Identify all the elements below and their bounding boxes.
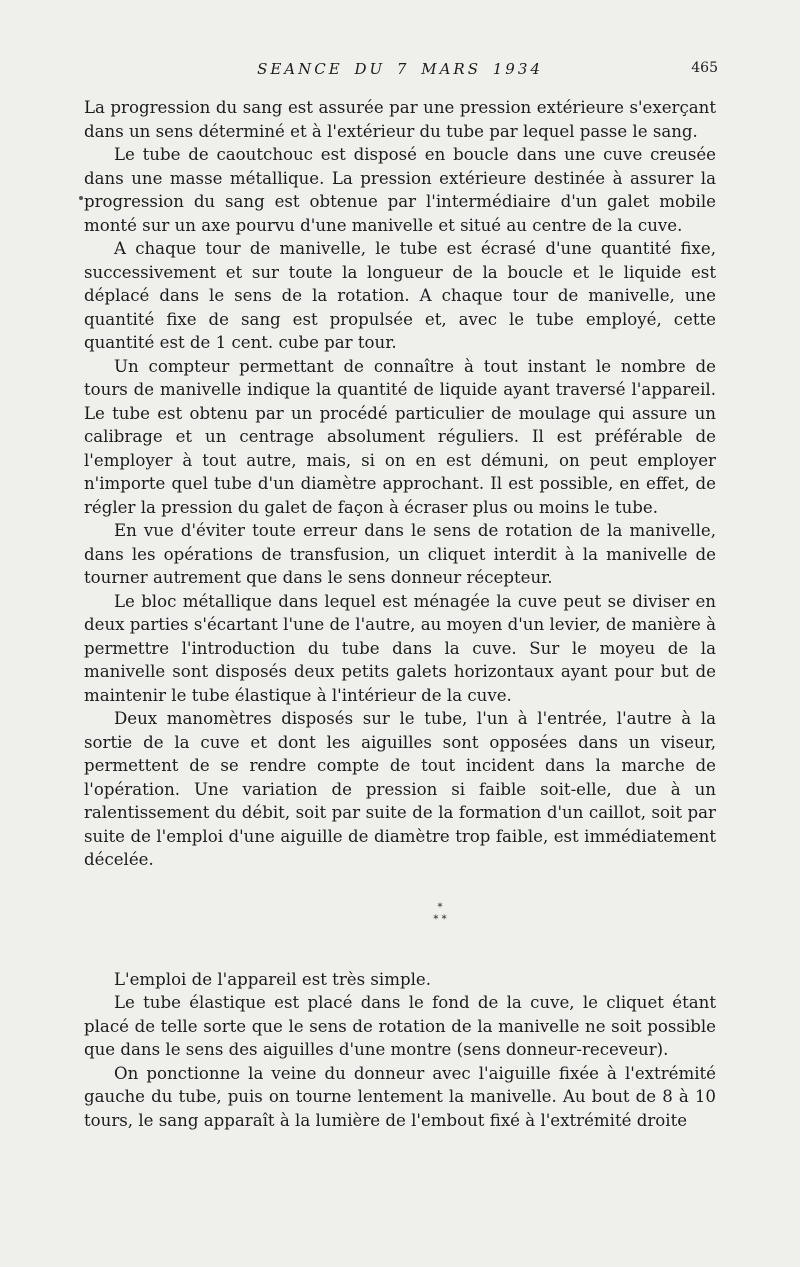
running-header (84, 54, 716, 82)
paragraph: En vue d'éviter toute erreur dans le sens de rotation de la manivelle, dans les opérations de transfusion, un cliquet interdit à la manivelle de tourner autrement que dans le sens donneur récepteur. (84, 521, 716, 587)
body-text-continued (84, 968, 716, 1133)
paragraph: On ponctionne la veine du donneur avec l'aiguille fixée à l'extrémité gauche du tube, puis on tourne lentement la manivelle. Au bout de 8 à 10 tours, le sang apparaît à la lumière de l'embout fixé à l'extrémité droite (84, 1063, 716, 1130)
paragraph: Deux manomètres disposés sur le tube, l'un à l'entrée, l'autre à la sortie de la cuve et dont les aiguilles sont opposées dans un viseur, permettent de se rendre compte de tout incident dans la marche de l'opération. Une variation de pression si faible soit-elle, due à un ralentissement du débit, soit par suite de la formation d'un caillot, soit par suite de l'emploi d'une aiguille de diamètre trop faible, est immédiatement décelée. (84, 709, 716, 869)
page-number: 465 (691, 60, 718, 76)
paragraph: La progression du sang est assurée par une pression extérieure s'exerçant dans un sens déterminé et à l'extérieur du tube par lequel passe le sang. (84, 98, 716, 141)
separator-stars-bottom: * * (433, 913, 447, 925)
paragraph: L'emploi de l'appareil est très simple. (114, 969, 431, 989)
body-text (84, 96, 716, 872)
running-header-title: SEANCE DU 7 MARS 1934 (257, 60, 543, 78)
separator-star-top: * (437, 901, 443, 913)
section-separator (84, 902, 716, 926)
paragraph: Le tube de caoutchouc est disposé en boucle dans une cuve creusée dans une masse métallique. La pression extérieure destinée à assurer la progression du sang est obtenue par l'intermédiaire d'un galet mobile monté sur un axe pourvu d'une manivelle et situé au centre de la cuve. (84, 145, 716, 235)
paragraph: Le bloc métallique dans lequel est ménagée la cuve peut se diviser en deux parties s'écartant l'une de l'autre, au moyen d'un levier, de manière à permettre l'introduction du tube dans la cuve. Sur le moyeu de la manivelle sont disposés deux petits galets horizontaux ayant pour but de maintenir le tube élastique à l'intérieur de la cuve. (84, 591, 716, 705)
scan-speck (79, 196, 83, 200)
paragraph: A chaque tour de manivelle, le tube est écrasé d'une quantité fixe, successivement et sur toute la longueur de la boucle et le liquide est déplacé dans le sens de la rotation. A chaque tour de manivelle, une quantité fixe de sang est propulsée et, avec le tube employé, cette quantité est de 1 cent. cube par tour. (84, 239, 716, 352)
document-page (84, 54, 716, 1132)
paragraph: Le tube élastique est placé dans le fond de la cuve, le cliquet étant placé de telle sorte que le sens de rotation de la manivelle ne soit possible que dans le sens des aiguilles d'une montre (sens donneur-receveur). (84, 993, 716, 1059)
paragraph: Un compteur permettant de connaître à tout instant le nombre de tours de manivelle indique la quantité de liquide ayant traversé l'appareil. Le tube est obtenu par un procédé particulier de moulage qui assure un calibrage et un centrage absolument réguliers. Il est préférable de l'employer à tout autre, mais, si on en est démuni, on peut employer n'importe quel tube d'un diamètre approchant. Il est possible, en effet, de régler la pression du galet de façon à écraser plus ou moins le tube. (84, 356, 716, 517)
